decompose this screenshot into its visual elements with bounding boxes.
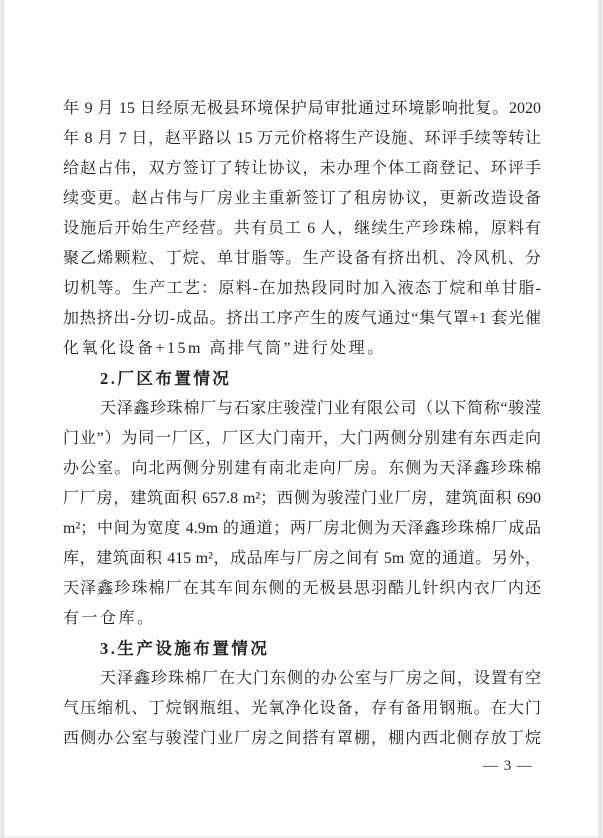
text-line: 切机等。生产工艺：原料-在加热段同时加入液态丁烷和单甘脂- [63, 280, 541, 297]
text-line: 聚乙烯颗粒、丁烷、单甘脂等。生产设备有挤出机、冷风机、分 [63, 250, 541, 267]
text-line: 库，建筑面积 415 m²，成品库与厂房之间有 5m 宽的通道。另外， [63, 550, 541, 567]
text-line: 年 9 月 15 日经原无极县环境保护局审批通过环境影响批复。2020 [63, 100, 541, 117]
text-line: 厂厂房，建筑面积 657.8 m²；西侧为骏滢门业厂房，建筑面积 690 [63, 490, 541, 507]
text-line: 办公室。向北两侧分别建有南北走向厂房。东侧为天泽鑫珍珠棉 [63, 460, 541, 477]
document-body [63, 94, 541, 777]
text-line: 给赵占伟，双方签订了转让协议，未办理个体工商登记、环评手 [63, 160, 541, 177]
text-line: m²；中间为宽度 4.9m 的通道；两厂房北侧为天泽鑫珍珠棉厂成品 [63, 520, 541, 537]
text-line: 门业”）为同一厂区，厂区大门南开，大门两侧分别建有东西走向 [63, 430, 541, 447]
text-line: 设施后开始生产经营。共有员工 6 人，继续生产珍珠棉，原料有 [63, 220, 541, 237]
text-line: 天泽鑫珍珠棉厂在其车间东侧的无极县思羽酷儿针织内衣厂内还 [63, 580, 541, 597]
paragraph-end-line: 有一仓库。 [63, 610, 156, 627]
section-heading-3: 3.生产设施布置情况 [100, 639, 270, 658]
text-line: 西侧办公室与骏滢门业厂房之间搭有罩棚，棚内西北侧存放丁烷 [63, 730, 541, 747]
paragraph-end-line: 化氧化设备+15m 高排气筒”进行处理。 [63, 340, 386, 357]
paragraph-start-line: 天泽鑫珍珠棉厂与石家庄骏滢门业有限公司（以下简称“骏滢 [100, 400, 541, 417]
page-number: — 3 — [483, 758, 533, 774]
text-line: 续变更。赵占伟与厂房业主重新签订了租房协议，更新改造设备 [63, 190, 541, 207]
scan-edge-left [0, 0, 5, 838]
text-line: 加热挤出-分切-成品。挤出工序产生的废气通过“集气罩+1 套光催 [63, 310, 541, 327]
text-line: 年 8 月 7 日，赵平路以 15 万元价格将生产设施、环评手续等转让 [63, 130, 541, 147]
text-line: 气压缩机、丁烷钢瓶组、光氧净化设备，存有备用钢瓶。在大门 [63, 700, 541, 717]
section-heading-2: 2.厂区布置情况 [100, 369, 232, 388]
paragraph-start-line: 天泽鑫珍珠棉厂在大门东侧的办公室与厂房之间，设置有空 [100, 670, 541, 687]
scan-edge-right [597, 0, 603, 838]
